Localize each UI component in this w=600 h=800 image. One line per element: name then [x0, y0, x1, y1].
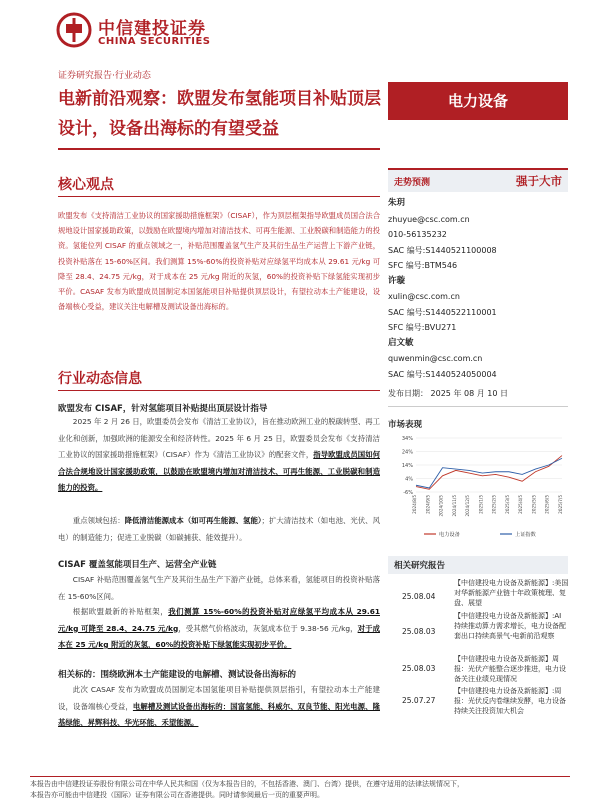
analyst-sac: SAC 编号:S1440524050004 — [388, 369, 497, 379]
chart-x-tick-label: 2025/3/5 — [504, 495, 510, 514]
analyst-name: 启文敏 — [388, 337, 414, 348]
analyst-name: 许璇 — [388, 275, 406, 286]
chart-y-axis — [402, 436, 413, 496]
paragraph-cisaf — [58, 414, 380, 497]
market-performance-heading: 市场表现 — [388, 420, 423, 430]
subheading-cisaf: 欧盟发布 CISAF，针对氢能项目补贴提出顶层设计指导 — [58, 404, 268, 414]
chart-x-tick-label: 2025/5/5 — [531, 495, 537, 514]
chart-x-tick-label: 2025/4/5 — [518, 495, 524, 514]
date-divider — [388, 406, 568, 407]
title-divider — [58, 148, 380, 150]
chart-legend-label: 上证指数 — [515, 532, 536, 538]
related-report-title[interactable]: 【中信建投电力设备及新能源】周报：光伏产能整合逐步推进，电力设备关注业绩兑现情况 — [454, 655, 566, 683]
chart-grid — [416, 438, 562, 492]
related-report-date: 25.08.03 — [402, 627, 436, 636]
chart-y-tick-label: 14% — [401, 463, 413, 469]
key-points-heading: 核心观点 — [58, 177, 114, 193]
paragraph-text: 此次 CASAF 发布为欧盟成员国制定本国氢能项目补贴提供顶层指引，有望拉动本土产能建设，设备端核心受益， — [58, 685, 380, 711]
paragraph-subsidy-range: CISAF 补贴范围覆盖氢气生产及其衍生品生产下游产业链，总体来看，氢能项目的投资补贴落在 15-60%区间。 — [58, 575, 380, 601]
key-points-divider — [58, 196, 380, 197]
analyst-name: 朱玥 — [388, 198, 406, 208]
rating-box — [388, 168, 568, 192]
chart-x-tick-label: 2025/7/5 — [558, 495, 563, 514]
highlight-text: 我们测算 15%-60%的投资补贴对应绿氢平均成本从 29.61 元/kg 可降至 28.4、24.75 元/kg — [58, 607, 380, 633]
industry-heading: 行业动态信息 — [58, 371, 142, 387]
chart-x-tick-label: 2025/6/5 — [544, 495, 550, 514]
paragraph-related-stocks — [58, 682, 380, 732]
paragraph-text: 重点领域包括： — [72, 516, 125, 525]
highlight-text: 对于成本在 25 元/kg 附近的灰氢，60%的投资补贴下绿氢能实现初步平价。 — [58, 623, 380, 649]
chart-x-tick-label: 2025/2/5 — [491, 495, 497, 514]
footer-divider — [30, 776, 570, 777]
rating-label: 走势预测 — [394, 178, 431, 188]
related-research-heading: 相关研究报告 — [394, 561, 446, 571]
related-report-date: 25.07.27 — [402, 696, 436, 705]
related-report-title[interactable]: 【中信建投电力设备及新能源】:美国对华新能源产业链十年政策梳理、复盘、展望 — [454, 579, 569, 607]
chart-x-tick-label: 2024/11/5 — [451, 495, 457, 517]
chart-x-tick-label: 2024/8/5 — [412, 495, 417, 514]
paragraph-focus-areas — [58, 513, 380, 546]
analyst-sac: SAC 编号:S1440521100008 — [388, 245, 497, 255]
footer-line: 本报告由中信建投证券股份有限公司在中华人民共和国（仅为本报告目的，不包括香港、澳门、台湾）提供，在遵守适用的法律法规情况下， — [30, 780, 464, 788]
paragraph-cost-estimate — [58, 604, 380, 654]
chart-x-tick-label: 2024/12/5 — [465, 495, 471, 517]
industry-divider — [58, 390, 380, 391]
chart-y-tick-label: 4% — [405, 476, 413, 483]
related-report-title[interactable]: 【中信建投电力设备及新能源】:AI 持续推动算力需求增长，电力设备配套出口持续高景气-电新前沿观察 — [454, 612, 566, 640]
related-report-date: 25.08.04 — [402, 592, 436, 601]
logo-text-en: CHINA SECURITIES — [98, 36, 211, 47]
chart-x-tick-label: 2024/9/5 — [425, 495, 431, 514]
paragraph-text: ；扩大清洁技术（如电池、光伏、风电）的制造能力；促进工业脱碳（如碳捕获、能效提升）。 — [58, 516, 380, 542]
chart-legend — [424, 530, 537, 538]
publish-date: 发布日期： 2025 年 08 月 10 日 — [388, 389, 508, 398]
bold-text: 降低清洁能源成本（如可再生能源、氢能） — [124, 516, 262, 525]
footer-line: 本报告亦可能由中信建投（国际）证券有限公司在香港提供。同时请参阅最后一页的重要声明。 — [30, 791, 324, 799]
paragraph-text: ，受其燃气价格波动，灰氢成本位于 9.38-56 元/kg， — [178, 623, 358, 633]
footer-disclaimer — [30, 779, 570, 800]
analyst-email[interactable]: zhuyue@csc.com.cn — [388, 214, 470, 224]
logo-icon — [56, 12, 92, 48]
chart-x-axis — [412, 495, 563, 517]
brand-header — [56, 12, 256, 52]
chart-y-tick-label: -6% — [403, 490, 413, 496]
subheading-hydrogen-chain: CISAF 覆盖氢能项目生产、运营全产业链 — [58, 560, 217, 570]
highlight-text: 电解槽及测试设备出海标的：国富氢能、科威尔、双良节能、阳光电源、隆基绿能、昇辉科技、华光环能、禾望能源。 — [58, 701, 380, 727]
chart-x-tick-label: 2025/1/5 — [478, 495, 484, 514]
key-points-text: 欧盟发布《支持清洁工业协议的国家援助措施框架》（CISAF），作为顶层框架指导欧盟成员国合法合规地设计国家援助政策，以鼓励在欧盟境内增加对清洁技术、可再生能源、工业脱碳和制造能力的投资。氢能位列 CISAF 的重点领域之一，补贴范围覆盖氢气生产及其衍生品生产运营上下游产业链，投资补贴落在 15-60%区间。我们测算 15%-60%的投资补贴对应绿氢平均成本从 29.61 元/kg 可降至 28.4、24.75 元/kg，对于成本在 25 元/kg 附近的灰氢，60%的投资补贴下绿氢能实现初步平价。CASAF 发布为欧盟成员国制定本国氢能项目补贴提供顶层设计，有望拉动本土产能建设，设备端核心受益，建议关注电解槽及测试设备出海标的。 — [58, 211, 380, 312]
paragraph-text: 根据欧盟最新的补贴框架， — [72, 607, 169, 616]
report-type: 证券研究报告·行业动态 — [58, 71, 151, 81]
analyst-sfc: SFC 编号:BVU271 — [388, 323, 457, 332]
analyst-phone: 010-56135232 — [388, 230, 447, 239]
chart-series-line — [416, 458, 562, 488]
analyst-email[interactable]: quwenmin@csc.com.cn — [388, 354, 483, 363]
chart-x-tick-label: 2024/10/5 — [438, 495, 444, 517]
chart-y-tick-label: 24% — [401, 449, 413, 456]
chart-legend-label: 电力设备 — [439, 532, 460, 538]
chart-y-tick-label: 34% — [401, 436, 413, 442]
highlight-text: 指导欧盟成员国如何合法合规地设计国家援助政策，以鼓励在欧盟境内增加对清洁技术、可再生能源、工业脱碳和制造能力的投资。 — [58, 450, 380, 492]
subheading-related-stocks: 相关标的：围绕欧洲本土产能建设的电解槽、测试设备出海标的 — [58, 670, 297, 680]
report-title: 电新前沿观察：欧盟发布氢能项目补贴顶层设计，设备出海标的有望受益 — [58, 89, 381, 139]
sidebar — [388, 168, 568, 382]
related-report-date: 25.08.03 — [402, 664, 436, 673]
chart-series — [416, 456, 562, 490]
related-report-title[interactable]: 【中信建投电力设备及新能源】:周报：光伏反内卷继续发酵，电力设备持续关注投资加大机会 — [454, 687, 566, 715]
analyst-list — [388, 196, 568, 382]
rating-value: 强于大市 — [516, 174, 562, 188]
analyst-sac: SAC 编号:S1440522110001 — [388, 307, 497, 317]
paragraph-text: 2025 年 2 月 26 日，欧盟委员会发布《清洁工业协议》，旨在推动欧洲工业的脱碳转型、再工业化和创新，加强欧洲的能源安全和经济转性。2025 年 6 月 25 日，欧盟委员会发布《支持清洁工业协议的国家援助措施框架》（CISAF）作为《清洁工业协议》的配套文件， — [58, 417, 380, 459]
analyst-sfc: SFC 编号:BTM546 — [388, 261, 458, 270]
analyst-email[interactable]: xulin@csc.com.cn — [388, 292, 460, 301]
market-performance-chart — [388, 432, 568, 542]
logo-text-cn: 中信建投证券 — [98, 19, 206, 39]
sector-label: 电力设备 — [388, 82, 568, 120]
